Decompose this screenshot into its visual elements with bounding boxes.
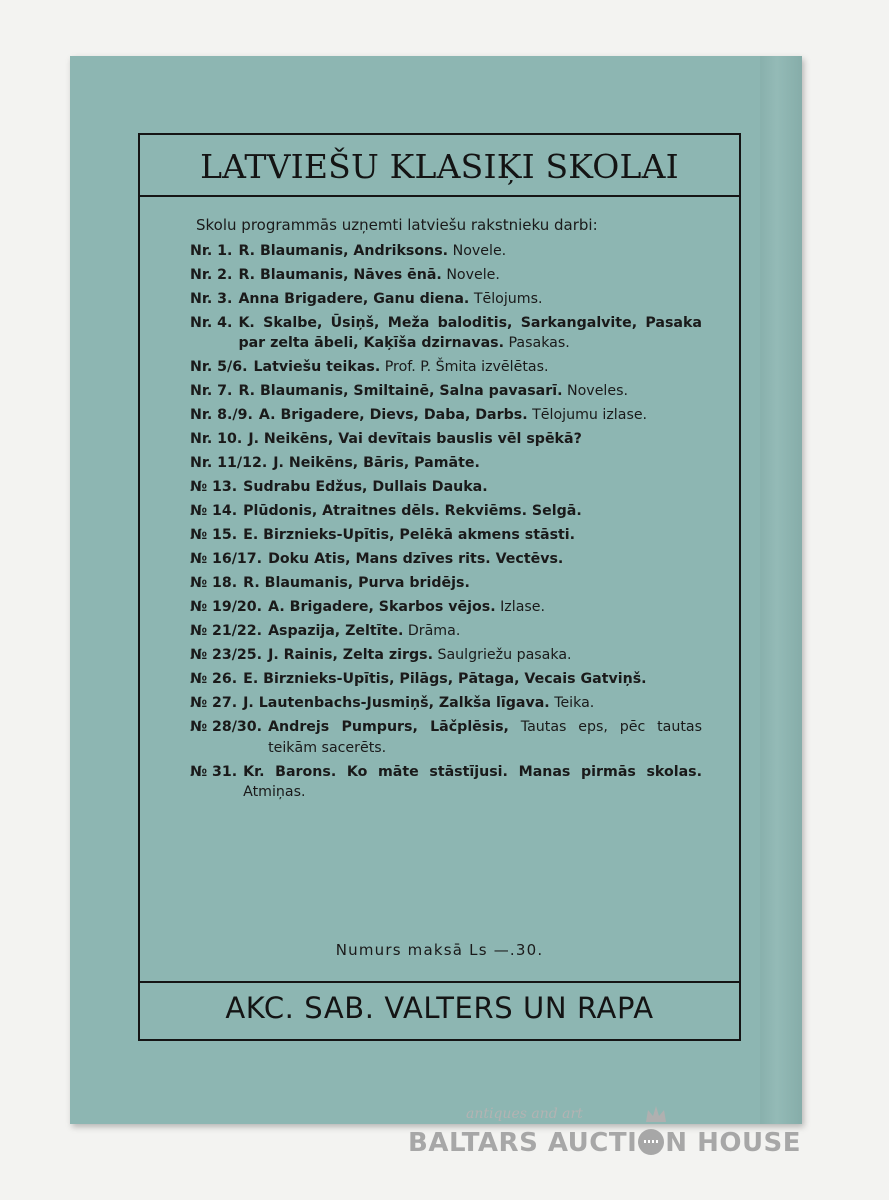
item-number: Nr. 8./9.: [190, 407, 253, 423]
list-item: [190, 381, 702, 402]
item-title: Doku Atis, Mans dzīves rits. Vectēvs.: [268, 551, 564, 567]
list-item: [190, 289, 702, 310]
item-text: [243, 693, 702, 714]
list-item: [190, 621, 702, 642]
item-text: [243, 525, 702, 546]
list-item: [190, 313, 702, 354]
list-item: [190, 501, 702, 522]
series-title: LATVIEŠU KLASIĶI SKOLAI: [200, 147, 679, 186]
item-text: [243, 573, 702, 594]
item-text: [243, 501, 702, 522]
item-number: № 15.: [190, 527, 238, 543]
item-number: Nr. 4.: [190, 314, 233, 331]
item-genre: Tautas eps, pēc tautas teikām sacerēts.: [268, 719, 703, 756]
item-number: № 19/20.: [190, 599, 263, 615]
item-genre: Noveles.: [567, 383, 629, 399]
item-genre: Novele.: [452, 242, 507, 259]
item-number: № 18.: [190, 575, 238, 591]
item-title: Kr. Barons. Ko māte stāstījusi. Manas pirmās skolas.: [243, 763, 702, 780]
item-title: R. Blaumanis, Smiltainē, Salna pavasarī.: [238, 383, 563, 399]
item-genre: Saulgriežu pasaka.: [437, 647, 572, 663]
item-title: Aspazija, Zeltīte.: [268, 623, 404, 639]
item-title: Andrejs Pumpurs, Lāčplēsis,: [268, 719, 509, 735]
item-text: [259, 405, 702, 426]
item-number: Nr. 3.: [190, 290, 233, 307]
item-text: [248, 429, 702, 450]
item-genre: Teika.: [554, 695, 595, 711]
crown-icon: [644, 1104, 668, 1124]
item-number: № 23/25.: [190, 647, 263, 663]
item-title: Anna Brigadere, Ganu diena.: [238, 290, 470, 307]
item-genre: Novele.: [446, 266, 500, 283]
list-item: [190, 573, 702, 594]
list-item: [190, 762, 702, 803]
item-number: № 13.: [190, 479, 238, 495]
publisher-name: AKC. SAB. VALTERS UN RAPA: [225, 991, 654, 1025]
item-title: E. Birznieks-Upītis, Pilāgs, Pātaga, Vecais Gatviņš.: [243, 671, 647, 687]
item-text: [238, 289, 702, 310]
item-genre: Atmiņas.: [243, 784, 306, 800]
auction-watermark: [408, 1104, 808, 1174]
list-item: [190, 693, 702, 714]
item-number: № 16/17.: [190, 551, 263, 567]
item-genre: Prof. P. Šmita izvēlētas.: [384, 359, 549, 375]
item-number: Nr. 5/6.: [190, 359, 248, 375]
list-item: [190, 453, 702, 474]
header-rule: [140, 195, 739, 197]
item-text: [268, 597, 702, 618]
item-title: J. Neikēns, Bāris, Pamāte.: [273, 455, 480, 471]
list-item: [190, 645, 702, 666]
item-number: № 21/22.: [190, 623, 263, 639]
item-number: № 31.: [190, 763, 238, 780]
item-number: Nr. 1.: [190, 242, 233, 259]
list-item: [190, 669, 702, 690]
item-text: [238, 381, 702, 402]
item-text: [243, 669, 702, 690]
list-item: [190, 717, 702, 758]
list-item: [190, 405, 702, 426]
list-item: [190, 597, 702, 618]
item-title: Plūdonis, Atraitnes dēls. Rekviēms. Selgā.: [243, 503, 582, 519]
item-title: Latviešu teikas.: [253, 359, 381, 375]
item-number: Nr. 10.: [190, 431, 243, 447]
item-title: J. Neikēns, Vai devītais bauslis vēl spēkā?: [248, 431, 582, 447]
list-item: [190, 357, 702, 378]
item-number: Nr. 7.: [190, 383, 233, 399]
list-intro: Skolu programmās uzņemti latviešu rakstnieku darbi:: [196, 216, 598, 234]
item-genre: Drāma.: [407, 623, 461, 639]
item-text: [268, 717, 702, 758]
item-text: [238, 313, 702, 354]
item-text: [268, 645, 702, 666]
item-text: [268, 549, 702, 570]
item-title: E. Birznieks-Upītis, Pelēkā akmens stāsti.: [243, 527, 576, 543]
item-text: [238, 241, 702, 262]
item-title: R. Blaumanis, Purva bridējs.: [243, 575, 470, 591]
item-text: [268, 621, 702, 642]
item-title: K. Skalbe, Ūsiņš, Meža baloditis, Sarkangalvite, Pasaka par zelta ābeli, Kaķīša dzirnavas.: [238, 314, 702, 351]
item-text: [238, 265, 702, 286]
item-number: № 14.: [190, 503, 238, 519]
item-text: [273, 453, 702, 474]
list-item: [190, 429, 702, 450]
item-genre: Tēlojums.: [473, 290, 543, 307]
item-number: № 27.: [190, 695, 238, 711]
item-title: Sudrabu Edžus, Dullais Dauka.: [243, 479, 488, 495]
list-item: [190, 549, 702, 570]
list-item: [190, 477, 702, 498]
item-text: [254, 357, 703, 378]
list-rows: [190, 241, 702, 803]
item-genre: Pasakas.: [508, 335, 570, 351]
watermark-name-start: BALTARS AUCTI: [408, 1128, 638, 1158]
item-genre: Izlase.: [500, 599, 546, 615]
item-number: № 28/30.: [190, 719, 263, 735]
list-item: [190, 525, 702, 546]
item-title: R. Blaumanis, Andriksons.: [238, 242, 449, 259]
price-note: Numurs maksā Ls —.30.: [335, 941, 544, 959]
cover-frame: [138, 133, 741, 1041]
watermark-name: [408, 1128, 801, 1158]
item-title: R. Blaumanis, Nāves ēnā.: [238, 266, 442, 283]
item-title: J. Rainis, Zelta zirgs.: [268, 647, 433, 663]
list-item: [190, 241, 702, 262]
item-title: J. Lautenbachs-Jusmiņš, Zalkša līgava.: [243, 695, 550, 711]
item-genre: Tēlojumu izlase.: [532, 407, 648, 423]
item-number: № 26.: [190, 671, 238, 687]
item-text: [243, 477, 702, 498]
item-number: Nr. 2.: [190, 266, 233, 283]
item-number: Nr. 11/12.: [190, 455, 268, 471]
item-title: A. Brigadere, Skarbos vējos.: [268, 599, 496, 615]
item-text: [243, 762, 702, 803]
list-item: [190, 265, 702, 286]
item-title: A. Brigadere, Dievs, Daba, Darbs.: [258, 407, 528, 423]
title-list: [190, 213, 702, 803]
footer-rule: [140, 981, 739, 983]
watermark-name-end: N HOUSE: [665, 1128, 802, 1158]
watermark-o-icon: [638, 1129, 664, 1155]
watermark-tagline: antiques and art: [466, 1106, 583, 1122]
